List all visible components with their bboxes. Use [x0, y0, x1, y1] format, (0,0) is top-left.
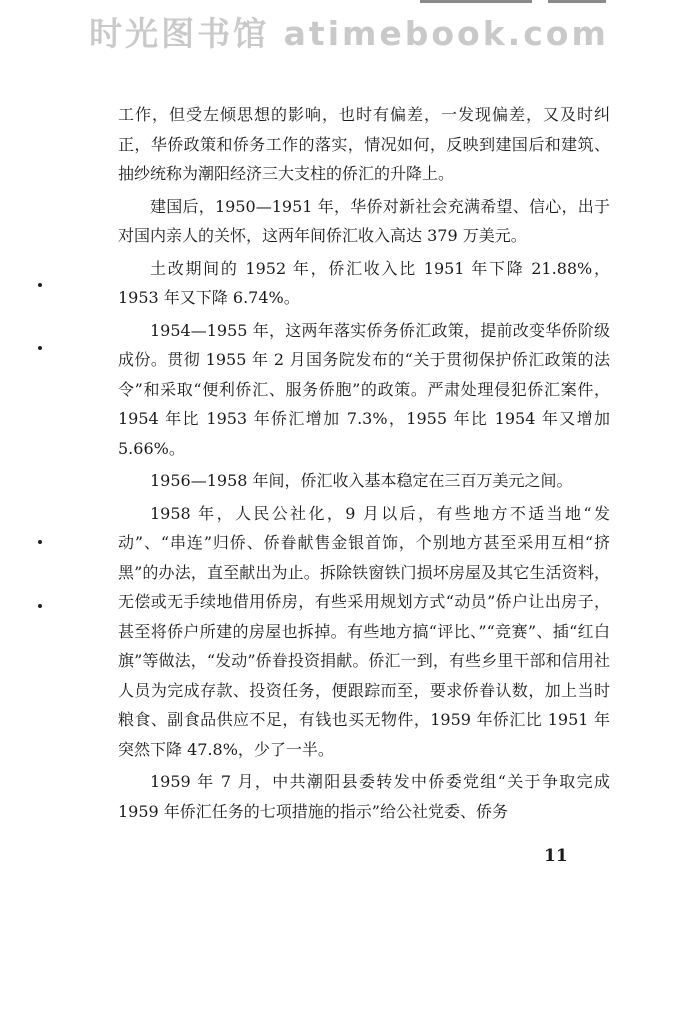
page-number: 11 — [544, 846, 568, 866]
scan-speck — [38, 604, 42, 608]
paragraph: 建国后，1950—1951 年，华侨对新社会充满希望、信心，出于对国内亲人的关怀，这两年间侨汇收入高达 379 万美元。 — [118, 196, 610, 245]
scan-speck — [38, 346, 42, 350]
top-rule-right — [548, 0, 606, 3]
scan-speck — [38, 283, 42, 287]
paragraph: 1956—1958 年间，侨汇收入基本稳定在三百万美元之间。 — [150, 471, 573, 490]
paragraph: 1958 年，人民公社化，9 月以后，有些地方不适当地“发动”、“串连”归侨、侨眷献售金银首饰，个别地方甚至采用互相“挤黑”的办法，直至献出为止。拆除铁窗铁门损坏房屋及其它生活资料，无偿或无手续地借用侨房，有些采用规划方式“动员”侨户让出房子，甚至将侨户所建的房屋也拆掉。有些地方搞“评比、”“竞赛”、插“红白旗”等做法，“发动”侨眷投资捐献。侨汇一到，有些乡里干部和信用社人员为完成存款、投资任务，便跟踪而至，要求侨眷认数，加上当时粮食、副食品供应不足，有钱也买无物件，1959 年侨汇比 1951 年突然下降 47.8%，少了一半。 — [118, 503, 610, 759]
paragraph: 1959 年 7 月，中共潮阳县委转发中侨委党组“关于争取完成 1959 年侨汇任务的七项措施的指示”给公社党委、侨务 — [118, 772, 610, 821]
top-rule-left — [420, 0, 532, 3]
watermark-text: 时光图书馆 atimebook.com — [89, 14, 609, 53]
paragraph-continuation: 工作，但受左倾思想的影响，也时有偏差，一发现偏差，又及时纠正，华侨政策和侨务工作的落实，情况如何，反映到建国后和建筑、抽纱统称为潮阳经济三大支柱的侨汇的升降上。 — [118, 105, 610, 183]
paragraph: 土改期间的 1952 年，侨汇收入比 1951 年下降 21.88%，1953 年又下降 6.74%。 — [118, 258, 610, 307]
body-text — [118, 100, 610, 829]
paragraph: 1954—1955 年，这两年落实侨务侨汇政策，提前改变华侨阶级成份。贯彻 1955 年 2 月国务院发布的“关于贯彻保护侨汇政策的法令”和采取“便利侨汇、服务侨胞”的政策。严肃处理侵犯侨汇案件，1954 年比 1953 年侨汇增加 7.3%，1955 年比 1954 年又增加 5.66%。 — [118, 320, 610, 458]
scan-speck — [38, 540, 42, 544]
